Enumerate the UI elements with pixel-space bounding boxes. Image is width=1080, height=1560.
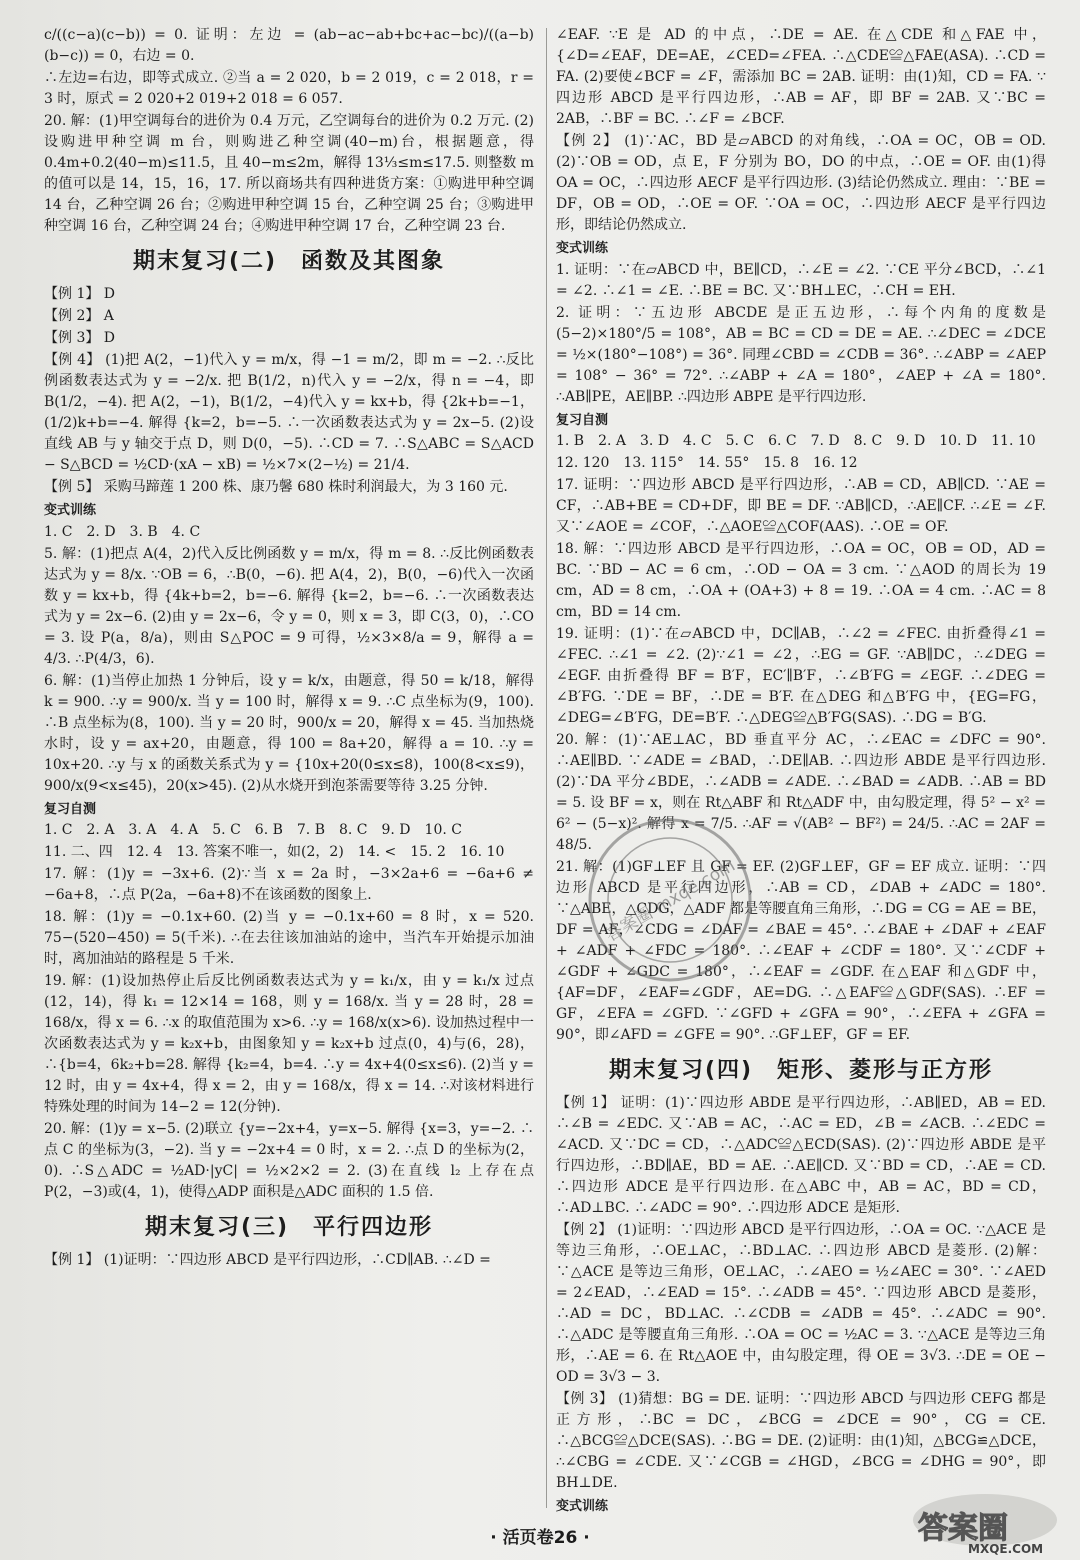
answer-line: 【例 4】 (1)把 A(2，−1)代入 y = m/x，得 −1 = m/2，即 m = −2. ∴反比例函数表达式为 y = −2/x. 把 B(1/2，n)代入 y = −2/x，得 n = −4，即 B(1/2，−4). 把 A(2，−1)，B(1/2，−4)代入 y = kx+b，得 {2k+b=−1，(1/2)k+b=−4. 解得 {k=2，b=−5. ∴一次函数表达式为 y = 2x−5. (2)设直线 AB 与 y 轴交于点 D，则 D(0，−5). ∴CD = 7. ∴S△ABC = S△ACD − S△BCD = ½CD·(xA − xB) = ½×7×(2−½) = 21/4.	[44, 352, 534, 473]
answer-line: 【例 1】 证明：(1)∵四边形 ABDE 是平行四边形，∴AB∥ED，AB = ED. ∴∠B = ∠EDC. 又∵AB = AC，∴AC = ED，∠B = ∠ACB. ∴∠EDC = ∠ACD. 又∵DC = CD，∴△ADC≌△ECD(SAS). (2)∵四边形 ABDE 是平行四边形，∴BD∥AE，BD = AE. ∴AE∥CD. 又∵BD = CD，∴AE = CD. ∴四边形 ADCE 是平行四边形. 在△ABC 中，AB = AC，BD = CD，∴AD⊥BC. ∴∠ADC = 90°. ∴四边形 ADCE 是矩形.	[556, 1095, 1046, 1216]
answer-line: 20. 解：(1)∵AE⊥AC，BD 垂直平分 AC，∴∠EAC = ∠DFC = 90°. ∴AE∥BD. ∵∠ADE = ∠BAD，∴DE∥AB. ∴四边形 ABDE 是平行四边形. (2)∵DA 平分∠BDE，∴∠ADB = ∠ADE. ∴∠BAD = ∠ADB. ∴AB = BD = 5. 设 BF = x，则在 Rt△ABF 和 Rt△ADF 中，由勾股定理，得 5² − x² = 6² − (5−x)². 解得 x = 7/5. ∴AF = √(AB² − BF²) = 24/5. ∴AC = 2AF = 48/5.	[556, 732, 1046, 853]
answer-line: 1. C 2. A 3. A 4. A 5. C 6. B 7. B 8. C 9. D 10. C	[44, 822, 462, 838]
answer-line: 17. 证明：∵四边形 ABCD 是平行四边形，∴AB = CD，AB∥CD. ∵AE = CF，∴AB+BE = CD+DF，即 BE = DF. ∵AB∥CD，∴AE∥CF. ∴∠E = ∠F. 又∵∠AOE = ∠COF，∴△AOE≌△COF(AAS). ∴OE = OF.	[556, 477, 1046, 535]
subsection-label: 变式训练	[556, 1499, 609, 1514]
subsection-label: 变式训练	[556, 241, 609, 256]
section-heading: 期末复习(二) 函数及其图象	[132, 249, 446, 274]
answer-line: 19. 解：(1)设加热停止后反比例函数表达式为 y = k₁/x，由 y = k₁/x 过点(12，14)，得 k₁ = 12×14 = 168，则 y = 168/x. 当 y = 28 时，28 = 168/x，得 x = 6. ∴x 的取值范围为 x>6. ∴y = 168/x(x>6). 设加热过程中一次函数表达式为 y = k₂x+b，由图象知 y = k₂x+b 过点(0，4)与(6，28)，∴{b=4，6k₂+b=28. 解得 {k₂=4，b=4. ∴y = 4x+4(0≤x≤6). (2)当 y = 12 时，由 y = 4x+4，得 x = 2，由 y = 168/x，得 x = 14. ∴对该材料进行特殊处理的时间为 14−2 = 12(分钟).	[44, 973, 534, 1115]
answer-line: 5. 解：(1)把点 A(4，2)代入反比例函数 y = m/x，得 m = 8. ∴反比例函数表达式为 y = 8/x. ∵OB = 6，∴B(0，−6). 把 A(4，2)，B(0，−6)代入一次函数 y = kx+b，得 {4k+b=2，b=−6. 解得 {k=2，b=−6. ∴一次函数表达式为 y = 2x−6. (2)由 y = 2x−6，令 y = 0，则 x = 3，即 C(3，0)，∴CO = 3. 设 P(a，8/a)，则由 S△POC = 9 可得，½×3×8/a = 9，解得 a = 4/3. ∴P(4/3，6).	[44, 545, 534, 667]
subsection-label: 变式训练	[44, 503, 97, 518]
answer-line: 2. 证明：∵五边形 ABCDE 是正五边形，∴每个内角的度数是 (5−2)×180°/5 = 108°，AB = BC = CD = DE = AE. ∴∠DEC = ∠DCE = ½×(180°−108°) = 36°. 同理∠CBD = ∠CDB = 36°. ∴∠ABP = ∠AEP = 108° − 36° = 72°. ∴∠ABP + ∠A = 180°，∠AEP + ∠A = 180°. ∴AB∥PE，AE∥BP. ∴四边形 ABPE 是平行四边形.	[556, 304, 1046, 405]
answer-line: 【例 1】 (1)证明：∵四边形 ABCD 是平行四边形，∴CD∥AB. ∴∠D =	[44, 1252, 491, 1268]
site-logo-text: 答案圈	[918, 1511, 1008, 1546]
subsection-label: 复习自测	[44, 801, 97, 817]
answer-line: 21. 解：(1)GF⊥EF 且 GF = EF. (2)GF⊥EF，GF = EF 成立. 证明：∵四边形 ABCD 是平行四边形，∴AB = CD，∠DAB + ∠ADC = 180°. ∵△ABE，△CDG，△ADF 都是等腰直角三角形，∴DG = CG = AE = BE，DF = AF，∠CDG = ∠DAF = ∠BAE = 45°. ∴∠BAE + ∠DAF + ∠EAF + ∠ADF + ∠FDC = 180°. ∴∠EAF + ∠CDF = 180°. 又∵∠CDF + ∠GDF + ∠GDC = 180°，∴∠EAF = ∠GDF. 在△EAF 和△GDF 中，{AF=DF，∠EAF=∠GDF，AE=DG. ∴△EAF≌△GDF(SAS). ∴EF = GF，∠EFA = ∠GFD. ∵∠GFD + ∠GFA = 90°，∴∠EFA + ∠GFA = 90°，即∠AFD = ∠GFE = 90°. ∴GF⊥EF，GF = EF.	[556, 859, 1046, 1043]
answer-line: 20. 解：(1)甲空调每台的进价为 0.4 万元，乙空调每台的进价为 0.2 万元. (2)设购进甲种空调 m 台，则购进乙种空调(40−m)台，根据题意，得 0.4m+0.2(40−m)≤11.5，且 40−m≤2m，解得 13⅓≤m≤17.5. 则整数 m 的值可以是 14，15，16，17. 所以商场共有四种进货方案：①购进甲种空调 14 台，乙种空调 26 台；②购进甲种空调 15 台，乙种空调 25 台；③购进甲种空调 16 台，乙种空调 24 台；④购进甲种空调 17 台，乙种空调 23 台.	[44, 113, 534, 234]
answer-line: 【例 2】 (1)∵AC，BD 是▱ABCD 的对角线，∴OA = OC，OB = OD. (2)∵OB = OD，点 E，F 分别为 BO，DO 的中点，∴OE = OF. 由(1)得 OA = OC，∴四边形 AECF 是平行四边形. (3)结论仍然成立. 理由：∵BE = DF，OB = OD，∴OE = OF. ∵OA = OC，∴四边形 AECF 是平行四边形，即结论仍然成立.	[556, 133, 1046, 233]
answer-line: 11. 二、四 12. 4 13. 答案不唯一，如(2，2) 14. < 15. 2 16. 10	[44, 844, 505, 860]
answer-line: 【例 2】 A	[44, 308, 114, 324]
answer-line: 【例 5】 采购马蹄莲 1 200 株、康乃馨 680 株时利润最大，为 3 160 元.	[44, 479, 508, 495]
answer-line: 20. 解：(1)y = x−5. (2)联立 {y=−2x+4，y=x−5. 解得 {x=3，y=−2. ∴点 C 的坐标为(3，−2). 当 y = −2x+4 = 0 时，x = 2. ∴点 D 的坐标为(2，0). ∴S△ADC = ½AD·|yC| = ½×2×2 = 2. (3)在直线 l₂ 上存在点 P(2，−3)或(4，1)，使得△ADP 面积是△ADC 面积的 1.5 倍.	[44, 1121, 534, 1200]
answer-line: 17. 解：(1)y = −3x+6. (2)∵当 x = 2a 时，−3×2a+6 = −6a+6 ≠ −6a+8，∴点 P(2a，−6a+8)不在该函数的图象上.	[44, 866, 534, 903]
answer-line: 18. 解：∵四边形 ABCD 是平行四边形，∴OA = OC，OB = OD，AD = BC. ∵BD − AC = 6 cm，∴OD − OA = 3 cm. ∵△AOD 的周长为 19 cm，AD = 8 cm，∴OA + (OA+3) + 8 = 19. ∴OA = 4 cm. ∴AC = 8 cm，BD = 14 cm.	[556, 541, 1046, 620]
answer-line: 1. 证明：∵在▱ABCD 中，BE∥CD，∴∠E = ∠2. ∵CE 平分∠BCD，∴∠1 = ∠2. ∴∠1 = ∠E. ∴BE = BC. 又∵BH⊥EC，∴CH = EH.	[556, 261, 1046, 299]
watermark-text: 答案圈 mxqe.com	[602, 855, 739, 947]
answer-line: 6. 解：(1)当停止加热 1 分钟后，设 y = k/x，由题意，得 50 = k/18，解得 k = 900. ∴y = 900/x. 当 y = 100 时，解得 x = 9. ∴C 点坐标为(9，100). ∴B 点坐标为(8，100). 当 y = 20 时，900/x = 20，解得 x = 45. 当加热烧水时，设 y = ax+20，由题意，得 100 = 8a+20，解得 a = 10. ∴y = 10x+20. ∴y 与 x 的函数关系式为 y = {10x+20(0≤x≤8)，100(8<x≤9)，900/x(9<x≤45)，20(x>45). (2)从水烧开到泡茶需要等待 3.25 分钟.	[44, 672, 534, 794]
answer-line: c/((c−a)(c−b)) = 0. 证明：左边 = (ab−ac−ab+bc+ac−bc)/((a−b)(b−c)) = 0，右边 = 0.	[44, 27, 534, 64]
section-heading: 期末复习(三) 平行四边形	[144, 1215, 434, 1240]
answer-line: 18. 解：(1)y = −0.1x+60. (2)当 y = −0.1x+60 = 8 时，x = 520. 75−(520−450) = 5(千米). ∴在去往该加油站的途中，当汽车开始提示加油时，离加油站的路程是 5 千米.	[44, 909, 534, 967]
answer-line: 19. 证明：(1)∵在▱ABCD 中，DC∥AB，∴∠2 = ∠FEC. 由折叠得∠1 = ∠FEC. ∴∠1 = ∠2. (2)∵∠1 = ∠2，∴EG = GF. ∵AB∥DC，∴∠DEG = ∠EGF. 由折叠得 BF = B′F，EC′∥B′F，∴∠B′FG = ∠EGF. ∴∠DEG = ∠B′FG. ∵DE = BF，∴DE = B′F. 在△DEG 和△B′FG 中，{EG=FG，∠DEG=∠B′FG，DE=B′F. ∴△DEG≌△B′FG(SAS). ∴DG = B′G.	[556, 626, 1046, 726]
right-column	[556, 24, 1046, 1514]
answer-line: 【例 3】 D	[44, 330, 116, 346]
answer-line: 1. B 2. A 3. D 4. C 5. C 6. C 7. D 8. C 9. D 10. D 11. 10	[556, 433, 1036, 449]
answer-line: 1. C 2. D 3. B 4. C	[44, 523, 201, 540]
site-logo-url: MXQE.COM	[968, 1542, 1044, 1556]
answer-line: 【例 1】 D	[44, 286, 116, 302]
page-footer: · 活页卷26 ·	[490, 1528, 590, 1548]
answer-line: 12. 120 13. 115° 14. 55° 15. 8 16. 12	[556, 455, 858, 471]
section-heading: 期末复习(四) 矩形、菱形与正方形	[608, 1058, 994, 1083]
column-divider	[546, 28, 547, 1508]
subsection-label: 复习自测	[556, 412, 609, 428]
answer-line: ∴左边=右边，即等式成立. ②当 a = 2 020，b = 2 019，c = 2 018，r = 3 时，原式 = 2 020+2 019+2 018 = 6 057.	[44, 70, 534, 107]
answer-line: ∠EAF. ∵E 是 AD 的中点，∴DE = AE. 在△CDE 和△FAE 中，{∠D=∠EAF，DE=AE，∠CED=∠FEA. ∴△CDE≌△FAE(ASA). ∴CD = FA. (2)要使∠BCF = ∠F，需添加 BC = 2AB. 证明：由(1)知，CD = FA. ∵四边形 ABCD 是平行四边形，∴AB = AF，即 BF = 2AB. 又∵BC = 2AB，∴BF = BC. ∴∠F = ∠BCF.	[556, 27, 1046, 127]
answer-line: 【例 3】 (1)猜想：BG = DE. 证明：∵四边形 ABCD 与四边形 CEFG 都是正方形，∴BC = DC，∠BCG = ∠DCE = 90°，CG = CE. ∴△BCG≌△DCE(SAS). ∴BG = DE. (2)证明：由(1)知，△BCG≌△DCE，∴∠CBG = ∠CDE. 又∵∠CGB = ∠HGD，∠BCG = ∠DHG = 90°，即 BH⊥DE.	[556, 1391, 1046, 1491]
left-column	[44, 24, 534, 1514]
answer-line: 【例 2】 (1)证明：∵四边形 ABCD 是平行四边形，∴OA = OC. ∵△ACE 是等边三角形，∴OE⊥AC，∴BD⊥AC. ∴四边形 ABCD 是菱形. (2)解：∵△ACE 是等边三角形，OE⊥AC，∴∠AEO = ½∠AEC = 30°. ∵∠AED = 2∠EAD，∴∠EAD = 15°. ∴∠ADB = 45°. ∵四边形 ABCD 是菱形，∴AD = DC，BD⊥AC. ∴∠CDB = ∠ADB = 45°. ∴∠ADC = 90°. ∴△ADC 是等腰直角三角形. ∴OA = OC = ½AC = 3. ∵△ACE 是等边三角形，∴AE = 6. 在 Rt△AOE 中，由勾股定理，得 OE = 3√3. ∴DE = OE − OD = 3√3 − 3.	[556, 1222, 1046, 1385]
